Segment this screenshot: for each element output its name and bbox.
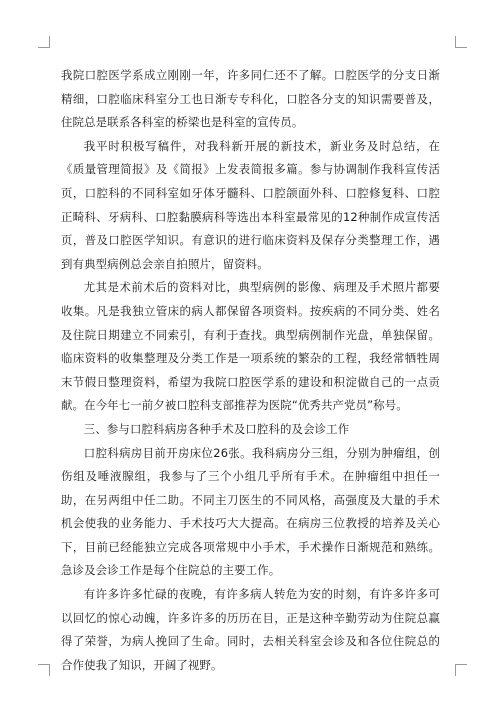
paragraph-intro: 我院口腔医学系成立刚刚一年，许多同仁还不了解。口腔医学的分支日渐精细，口腔临床科室分工也日渐专专科化，口腔各分支的知识需要普及，住院总是联系各科室的桥梁也是科室的宣传员。 xyxy=(61,68,440,130)
section-heading: 三、参与口腔科病房各种手术及口腔科的及会诊工作 xyxy=(83,421,350,436)
document-body xyxy=(61,64,440,677)
paragraph-writing: 我平时积极写稿件，对我科新开展的新技术，新业务及时总结，在《质量管理简报》及《简报》上发表简报多篇。参与协调制作我科宣传活页，口腔科的不同科室如牙体牙髓科、口腔颌面外科、口腔修复科、口腔正畸科、牙病科、口腔黏膜病科等选出本科室最常见的12种制作成宣传活页，普及口腔医学知识。有意识的进行临床资料及保存分类整理工作，遇到有典型病例总会亲自拍照片，留资料。 xyxy=(61,138,440,271)
crop-mark-bottom-left xyxy=(38,664,50,676)
paragraph-nights: 有许多许多忙碌的夜晚，有许多病人转危为安的时刻，有许多许多可以回忆的惊心动魄，许多许多的历历在目，正是这种辛勤劳动为住院总赢得了荣誉，为病人挽回了生命。同时，去相关科室会诊及和各位住院总的合作使我了知识，开阔了视野。 xyxy=(61,587,440,672)
crop-mark-top-right xyxy=(455,36,467,48)
crop-mark-top-left xyxy=(38,36,50,48)
paragraph-ward: 口腔科病房目前开房床位26张。我科病房分三组，分别为肿瘤组，创伤组及唾液腺组，我参与了三个小组几乎所有手术。在肿瘤组中担任一助，在另两组中任二助。不同主刀医生的不同风格，高强度及大量的手术机会使我的业务能力、手术技巧大大提高。在病房三位教授的培养及关心下，目前已经能独立完成各项常规中小手术，手术操作日渐规范和熟练。急诊及会诊工作是每个住院总的主要工作。 xyxy=(61,445,440,578)
paragraph-records: 尤其是术前术后的资料对比，典型病例的影像、病理及手术照片都要收集。凡是我独立管床的病人都保留各项资料。按疾病的不同分类、姓名及住院日期建立不同索引，有利于查找。典型病例制作光盘，单独保留。临床资料的收集整理及分类工作是一项系统的繁杂的工程，我经常牺牲周末节假日整理资料，希望为我院口腔医学系的建设和积淀做自己的一点贡献。在今年七一前夕被口腔科支部推荐为医院“优秀共产党员”称号。 xyxy=(61,280,440,413)
crop-mark-bottom-right xyxy=(455,664,467,676)
